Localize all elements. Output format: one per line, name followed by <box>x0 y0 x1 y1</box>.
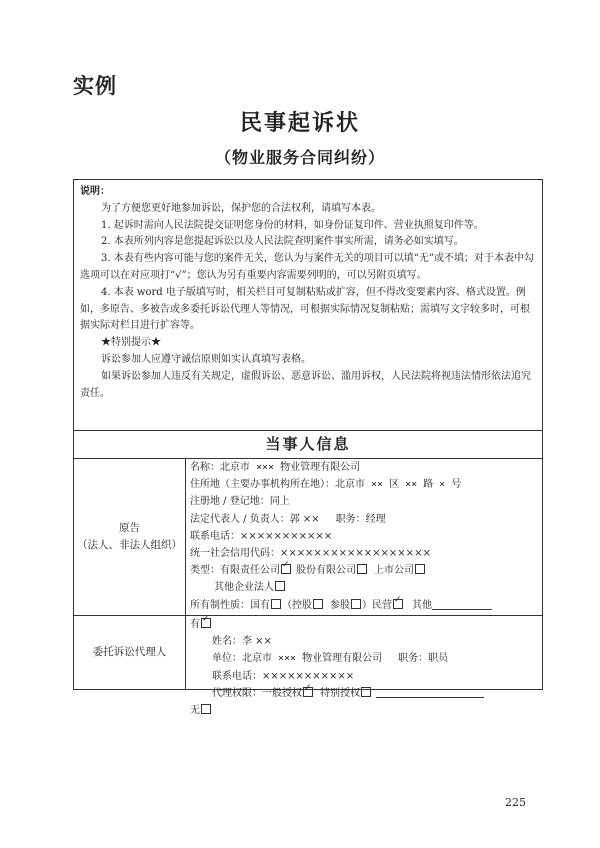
plaintiff-position-value[interactable]: 经理 <box>365 513 386 525</box>
special-notice-heading: ★特别提示★ <box>101 337 161 349</box>
ownership-controlling: 控股 <box>292 599 312 611</box>
plaintiff-label: 原告 <box>119 522 140 534</box>
agent-authority-label: 代理权限： <box>212 687 262 699</box>
plaintiff-address-label: 住所地（主要办事机构所在地）： <box>190 479 335 491</box>
agent-unit-value[interactable]: 北京市 ××× 物业管理有限公司 <box>242 653 383 665</box>
plaintiff-phone-label: 联系电话： <box>190 530 240 542</box>
agent-label-cell <box>74 616 186 689</box>
plaintiff-representative-value[interactable]: 郭 ×× <box>289 513 320 525</box>
ownership-participating-checkbox[interactable] <box>351 599 361 609</box>
plaintiff-address-value[interactable]: 北京市 ×× 区 ×× 路 × 号 <box>335 479 462 491</box>
instruction-paragraph: 2. 本表所列内容是您提起诉讼以及人民法院查明案件事实所需，请务必如实填写。 <box>101 236 464 248</box>
party-info-table <box>73 431 543 717</box>
agent-general-label: 一般授权 <box>262 687 302 699</box>
plaintiff-registration-value[interactable]: 同上 <box>269 496 290 508</box>
ownership-participating: 参股 <box>330 599 350 611</box>
type-listed-checkbox[interactable] <box>415 564 425 574</box>
instructions-heading: 说明： <box>80 186 110 197</box>
type-option-llc: 有限责任公司 <box>220 565 280 577</box>
example-label: 实例 <box>73 74 117 98</box>
ownership-other: 其他 <box>412 599 432 611</box>
ownership-controlling-checkbox[interactable] <box>313 599 323 609</box>
agent-none-label: 无 <box>190 705 200 717</box>
type-joint-stock-checkbox[interactable] <box>357 564 367 574</box>
ownership-state-checkbox[interactable] <box>271 599 281 609</box>
plaintiff-credit-code-label: 统一社会信用代码： <box>190 548 280 560</box>
party-info-title: 当事人信息 <box>74 431 542 459</box>
page-number: 225 <box>505 796 526 809</box>
plaintiff-representative-label: 法定代表人 / 负责人： <box>190 513 290 525</box>
plaintiff-name-label: 名称： <box>190 462 220 473</box>
document-title: 民事起诉状 <box>239 111 360 136</box>
plaintiff-registration-label: 注册地 / 登记地： <box>190 496 270 508</box>
agent-has-checkbox[interactable] <box>201 618 211 628</box>
agent-name-value[interactable]: 李 ×× <box>242 636 272 648</box>
special-notice-paragraph: 诉讼参加人应遵守诚信原则如实认真填写表格。 <box>101 353 311 365</box>
ownership-state: 国有 <box>250 599 270 611</box>
agent-has-label: 有 <box>190 619 200 630</box>
ownership-other-blank[interactable] <box>432 609 492 610</box>
instruction-paragraph: 1. 起诉时需向人民法院提交证明您身份的材料，如身份证复印件、营业执照复印件等。 <box>101 219 484 231</box>
agent-none-checkbox[interactable] <box>201 704 211 714</box>
type-other-enterprise-checkbox[interactable] <box>275 581 285 591</box>
instruction-paragraph: 4. 本表 word 电子版填写时，相关栏目可复制粘贴或扩容，但不得改变要素内容、格式设置。例如，多原告、多被告或多委托诉讼代理人等情况，可根据实际情况复制粘贴；需填写文字较多时，可根据实际对栏目进行扩容等。 <box>80 286 530 332</box>
agent-name-label: 姓名： <box>212 636 242 648</box>
agent-details <box>186 616 542 717</box>
document-subtitle: （物业服务合同纠纷） <box>214 148 385 167</box>
agent-label: 委托诉讼代理人 <box>92 646 167 658</box>
plaintiff-type-label: （法人、非法人组织） <box>77 539 182 551</box>
agent-special-checkbox[interactable] <box>361 687 371 697</box>
plaintiff-phone-value[interactable]: ××××××××××× <box>240 530 333 542</box>
plaintiff-position-label: 职务： <box>335 513 366 525</box>
plaintiff-label-cell <box>74 459 186 615</box>
plaintiff-row <box>74 459 542 616</box>
special-notice-paragraph: 如果诉讼参加人违反有关规定，虚假诉讼、恶意诉讼、滥用诉权，人民法院将视违法情形依法追究责任。 <box>80 370 531 399</box>
instruction-paragraph: 为了方便您更好地参加诉讼，保护您的合法权利，请填写本表。 <box>101 202 381 214</box>
agent-general-checkbox[interactable] <box>303 687 313 697</box>
agent-phone-value[interactable]: ××××××××××× <box>262 670 355 682</box>
instructions-box <box>73 179 543 431</box>
plaintiff-name-value[interactable]: 北京市 ××× 物业管理有限公司 <box>220 462 361 473</box>
agent-authority-blank[interactable] <box>376 697 484 698</box>
agent-unit-label: 单位： <box>212 653 242 665</box>
type-llc-checkbox[interactable] <box>281 564 291 574</box>
agent-phone-label: 联系电话： <box>212 670 262 682</box>
agent-special-label: 特别授权 <box>320 687 360 699</box>
instruction-paragraph: 3. 本表有些内容可能与您的案件无关，您认为与案件无关的项目可以填“无”或不填；对于本表中勾选项可以在对应项打“√”；您认为另有重要内容需要列明的，可以另附页填写。 <box>80 253 534 281</box>
agent-row <box>74 616 542 717</box>
ownership-private: 民营 <box>372 599 392 611</box>
type-option-listed: 上市公司 <box>374 565 414 577</box>
plaintiff-details: 名称：北京市 ××× 物业管理有限公司 住所地（主要办事机构所在地）：北京市 ×× 区 ×× 路 × 号 注册地 / 登记地：同上 法定代表人 / 负责人：郭 ×× 职务：经理 联系电话：××××××××××× 统一社会信用代码：×××××××××××××××××× 类型：有限责任公司✓ 股份有限公司 上市公司 其他企业法人 所有制性质：国有 （控股 参股 ）民营✓ 其他 <box>186 459 542 615</box>
ownership-private-checkbox[interactable] <box>393 599 403 609</box>
ownership-label: 所有制性质： <box>190 599 250 611</box>
plaintiff-type-field-label: 类型： <box>190 565 220 577</box>
plaintiff-credit-code-value[interactable]: ×××××××××××××××××× <box>280 548 431 560</box>
type-option-other-enterprise: 其他企业法人 <box>214 582 274 594</box>
type-option-joint-stock: 股份有限公司 <box>296 565 356 577</box>
agent-position-value[interactable]: 职员 <box>428 653 449 665</box>
agent-position-label: 职务： <box>398 653 429 665</box>
